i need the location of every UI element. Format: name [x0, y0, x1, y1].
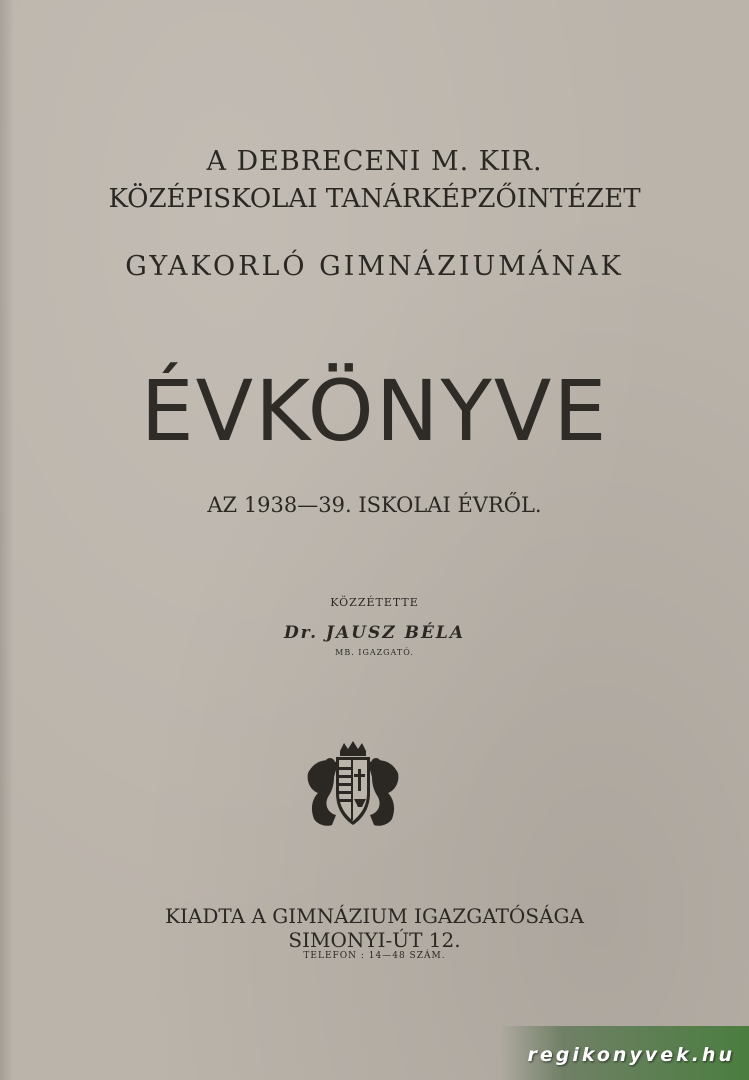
publisher-address: SIMONYI-ÚT 12. [288, 928, 461, 952]
publisher-phone: TELEFON : 14—48 SZÁM. [303, 951, 446, 961]
institution-line-1: A DEBRECENI M. KIR. [206, 146, 543, 177]
published-by-label: KÖZZÉTETTE [330, 596, 419, 609]
institution-line-3: GYAKORLÓ GIMNÁZIUMÁNAK [125, 251, 624, 282]
hungarian-coat-of-arms-icon [300, 741, 406, 829]
cover-subtitle: AZ 1938—39. ISKOLAI ÉVRŐL. [207, 493, 542, 517]
watermark-text: regikonyvek.hu [527, 1044, 735, 1066]
institution-line-2: KÖZÉPISKOLAI TANÁRKÉPZŐINTÉZET [108, 184, 641, 214]
editor-name: Dr. JAUSZ BÉLA [283, 623, 466, 643]
publisher-line-1: KIADTA A GIMNÁZIUM IGAZGATÓSÁGA [165, 904, 584, 928]
editor-role: MB. IGAZGATÓ. [335, 648, 414, 657]
watermark-banner [500, 1026, 749, 1080]
cover-title: ÉVKÖNYVE [140, 362, 609, 460]
